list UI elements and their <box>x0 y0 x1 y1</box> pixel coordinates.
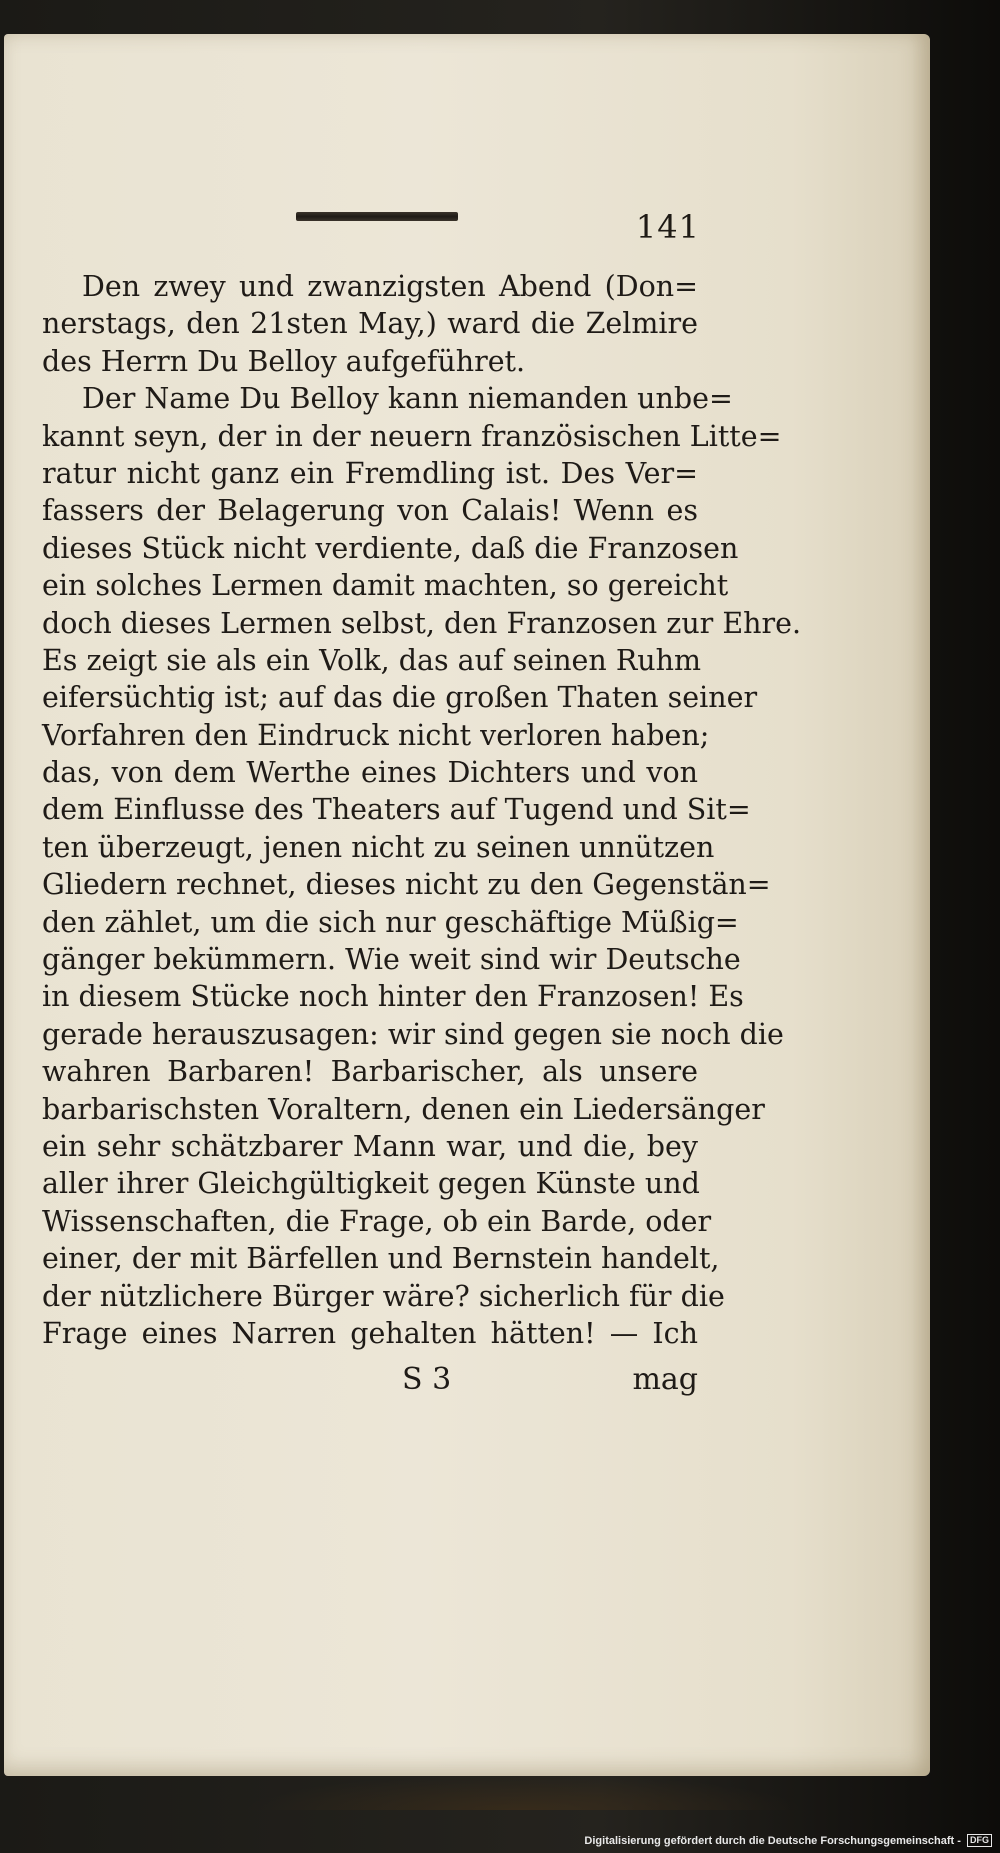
text-line: ten überzeugt, jenen nicht zu seinen unnützen <box>42 830 715 864</box>
text-line: der nützlichere Bürger wäre? sicherlich für die <box>42 1279 725 1313</box>
text-line: Wissenschaften, die Frage, ob ein Barde, oder <box>42 1204 712 1238</box>
text-line: eifersüchtig ist; auf das die großen Thaten seiner <box>42 681 758 715</box>
text-line: den zählet, um die sich nur geschäftige Müßig= <box>42 905 739 939</box>
signature-mark: S 3 <box>402 1362 452 1397</box>
footer-credit-text: Digitalisierung gefördert durch die Deutsche Forschungsgemeinschaft - <box>584 1835 961 1847</box>
dfg-logo-icon: DFG <box>967 1834 992 1847</box>
header-rule <box>296 212 458 221</box>
text-line: ein solches Lermen damit machten, so gereicht <box>42 569 729 603</box>
text-line: einer, der mit Bärfellen und Bernstein handelt, <box>42 1242 720 1276</box>
page-number: 141 <box>635 208 700 246</box>
text-line: wahren Barbaren! Barbarischer, als unsere <box>42 1055 698 1089</box>
page-edge-stain <box>244 1774 804 1810</box>
text-line: ein sehr schätzbarer Mann war, und die, bey <box>42 1129 698 1163</box>
text-line: Frage eines Narren gehalten hätten! — Ich <box>42 1316 698 1350</box>
text-line: Vorfahren den Eindruck nicht verloren haben; <box>42 718 710 752</box>
text-line: Gliedern rechnet, dieses nicht zu den Gegenstän= <box>42 868 771 902</box>
catchword: mag <box>632 1362 698 1397</box>
text-line: doch dieses Lermen selbst, den Franzosen zur Ehre. <box>42 606 802 640</box>
text-line: das, von dem Werthe eines Dichters und von <box>42 756 698 790</box>
text-line: aller ihrer Gleichgültigkeit gegen Künste und <box>42 1167 700 1201</box>
text-line: gerade herauszusagen: wir sind gegen sie noch die <box>42 1017 784 1051</box>
text-line: des Herrn Du Belloy aufgeführet. <box>42 344 526 378</box>
text-line: fassers der Belagerung von Calais! Wenn es <box>42 494 698 528</box>
text-line: Der Name Du Belloy kann niemanden unbe= <box>82 382 733 416</box>
text-line: Den zwey und zwanzigsten Abend (Don= <box>82 270 698 303</box>
text-line: barbarischsten Voraltern, denen ein Liedersänger <box>42 1092 765 1126</box>
text-line: Es zeigt sie als ein Volk, das auf seinen Ruhm <box>42 643 702 677</box>
text-line: nerstags, den 21sten May,) ward die Zelmire <box>42 307 698 341</box>
text-line: in diesem Stücke noch hinter den Franzosen! Es <box>42 980 744 1014</box>
text-line: dieses Stück nicht verdiente, daß die Franzosen <box>42 531 739 565</box>
text-line: ratur nicht ganz ein Fremdling ist. Des Ver= <box>42 456 698 490</box>
body-text <box>42 268 802 1352</box>
footer-credit <box>584 1834 992 1847</box>
text-line: gänger bekümmern. Wie weit sind wir Deutsche <box>42 943 741 977</box>
text-line: dem Einflusse des Theaters auf Tugend und Sit= <box>42 793 751 827</box>
text-line: kannt seyn, der in der neuern französischen Litte= <box>42 419 782 453</box>
